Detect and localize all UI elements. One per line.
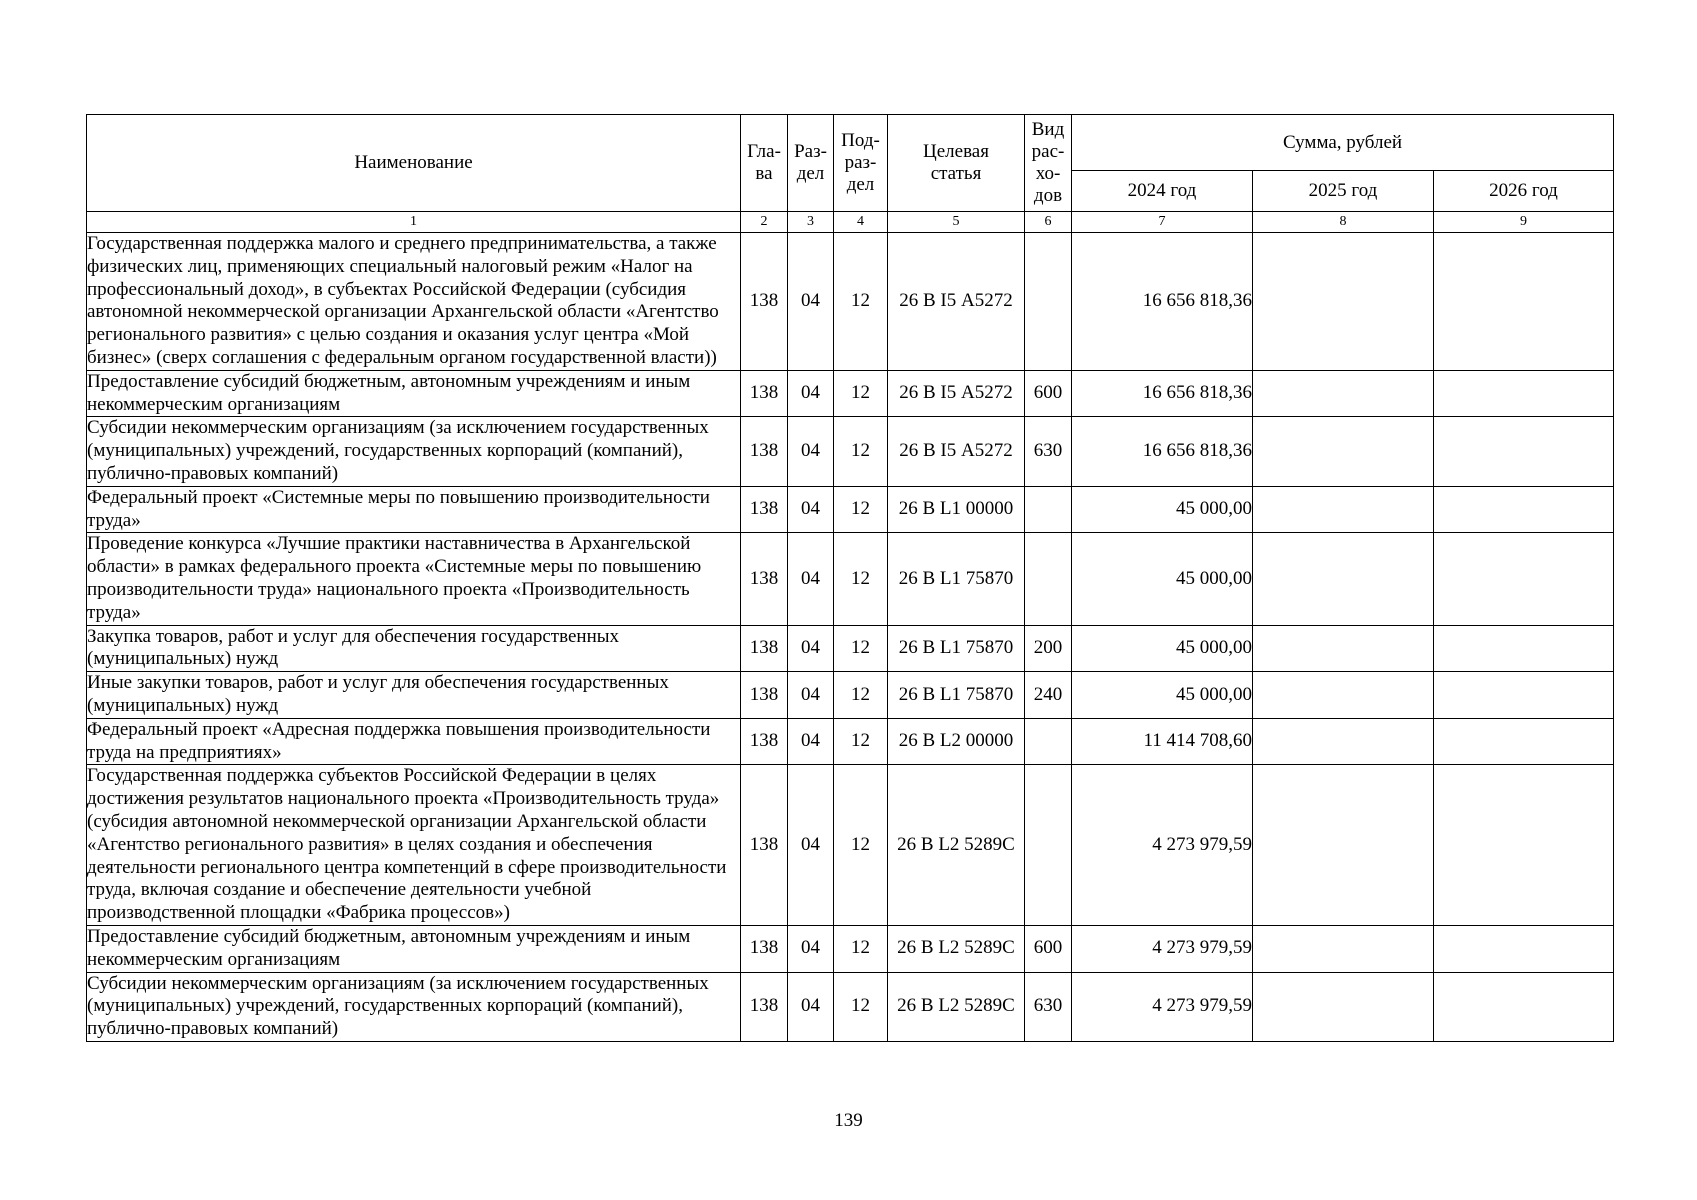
row-sum-2024: 45 000,00 <box>1072 625 1253 672</box>
row-section: 04 <box>788 765 834 926</box>
row-target-article: 26 В L1 75870 <box>888 533 1025 625</box>
row-sum-2026 <box>1434 625 1614 672</box>
row-target-article: 26 В L1 75870 <box>888 672 1025 719</box>
row-sum-2025 <box>1253 718 1434 765</box>
row-sum-2025 <box>1253 765 1434 926</box>
row-sum-2026 <box>1434 972 1614 1041</box>
row-expense-type <box>1025 486 1072 533</box>
row-sum-2026 <box>1434 925 1614 972</box>
row-sum-2024: 16 656 818,36 <box>1072 370 1253 417</box>
row-expense-type: 630 <box>1025 972 1072 1041</box>
row-expense-type: 240 <box>1025 672 1072 719</box>
row-subsection: 12 <box>834 486 888 533</box>
row-name: Предоставление субсидий бюджетным, автономным учреждениям и иным некоммерческим организациям <box>87 370 741 417</box>
row-target-article: 26 В L2 5289С <box>888 765 1025 926</box>
row-subsection: 12 <box>834 672 888 719</box>
column-number: 1 <box>87 212 741 233</box>
table-row <box>87 765 1614 926</box>
row-target-article: 26 В L2 5289С <box>888 925 1025 972</box>
header-sum: Сумма, рублей <box>1072 115 1614 171</box>
column-number: 6 <box>1025 212 1072 233</box>
row-sum-2025 <box>1253 925 1434 972</box>
row-section: 04 <box>788 233 834 371</box>
row-expense-type <box>1025 765 1072 926</box>
row-sum-2024: 4 273 979,59 <box>1072 925 1253 972</box>
row-sum-2024: 16 656 818,36 <box>1072 233 1253 371</box>
row-section: 04 <box>788 672 834 719</box>
column-number: 2 <box>741 212 788 233</box>
column-number: 9 <box>1434 212 1614 233</box>
row-chapter: 138 <box>741 233 788 371</box>
header-target-article: Целевая статья <box>888 115 1025 212</box>
row-name: Государственная поддержка субъектов Российской Федерации в целях достижения результатов национального проекта «Производительность труда» (субсидия автономной некоммерческой организации Архангельской области «Агентство регионального развития» в целях создания и обеспечения деятельности регионального центра компетенций в сфере производительности труда, включая создание и обеспечение деятельности учебной производственной площадки «Фабрика процессов») <box>87 765 741 926</box>
row-name: Предоставление субсидий бюджетным, автономным учреждениям и иным некоммерческим организациям <box>87 925 741 972</box>
header-name: Наименование <box>87 115 741 212</box>
row-chapter: 138 <box>741 718 788 765</box>
row-expense-type: 630 <box>1025 417 1072 486</box>
row-subsection: 12 <box>834 533 888 625</box>
row-expense-type: 600 <box>1025 370 1072 417</box>
row-expense-type <box>1025 533 1072 625</box>
row-subsection: 12 <box>834 625 888 672</box>
header-row <box>87 115 1614 171</box>
header-chapter: Гла- ва <box>741 115 788 212</box>
row-target-article: 26 В I5 А5272 <box>888 417 1025 486</box>
row-expense-type: 600 <box>1025 925 1072 972</box>
row-name: Федеральный проект «Адресная поддержка повышения производительности труда на предприятиях» <box>87 718 741 765</box>
page-number: 139 <box>834 1110 863 1131</box>
row-chapter: 138 <box>741 417 788 486</box>
column-number: 5 <box>888 212 1025 233</box>
row-sum-2025 <box>1253 533 1434 625</box>
table-row <box>87 925 1614 972</box>
row-sum-2024: 45 000,00 <box>1072 672 1253 719</box>
row-section: 04 <box>788 972 834 1041</box>
row-sum-2026 <box>1434 718 1614 765</box>
row-subsection: 12 <box>834 925 888 972</box>
row-subsection: 12 <box>834 765 888 926</box>
table-row <box>87 718 1614 765</box>
row-sum-2024: 45 000,00 <box>1072 486 1253 533</box>
row-target-article: 26 В I5 А5272 <box>888 233 1025 371</box>
row-sum-2026 <box>1434 233 1614 371</box>
row-target-article: 26 В L1 00000 <box>888 486 1025 533</box>
row-section: 04 <box>788 625 834 672</box>
row-sum-2025 <box>1253 972 1434 1041</box>
row-name: Субсидии некоммерческим организациям (за исключением государственных (муниципальных) учреждений, государственных корпораций (компаний), публично-правовых компаний) <box>87 972 741 1041</box>
header-year-2026: 2026 год <box>1434 171 1614 212</box>
row-section: 04 <box>788 486 834 533</box>
row-chapter: 138 <box>741 370 788 417</box>
row-sum-2025 <box>1253 417 1434 486</box>
row-section: 04 <box>788 370 834 417</box>
row-name: Иные закупки товаров, работ и услуг для обеспечения государственных (муниципальных) нужд <box>87 672 741 719</box>
row-chapter: 138 <box>741 625 788 672</box>
row-name: Государственная поддержка малого и среднего предпринимательства, а также физических лиц, применяющих специальный налоговый режим «Налог на профессиональный доход», в субъектах Российской Федерации (субсидия автономной некоммерческой организации Архангельской области «Агентство регионального развития» с целью создания и оказания услуг центра «Мой бизнес» (сверх соглашения с федеральным органом государственной власти)) <box>87 233 741 371</box>
row-subsection: 12 <box>834 718 888 765</box>
row-sum-2024: 4 273 979,59 <box>1072 765 1253 926</box>
row-sum-2026 <box>1434 370 1614 417</box>
row-chapter: 138 <box>741 672 788 719</box>
row-section: 04 <box>788 718 834 765</box>
row-subsection: 12 <box>834 233 888 371</box>
row-sum-2025 <box>1253 233 1434 371</box>
header-section: Раз- дел <box>788 115 834 212</box>
row-chapter: 138 <box>741 765 788 926</box>
table-row <box>87 417 1614 486</box>
row-sum-2026 <box>1434 486 1614 533</box>
table-row <box>87 233 1614 371</box>
row-chapter: 138 <box>741 486 788 533</box>
row-sum-2024: 11 414 708,60 <box>1072 718 1253 765</box>
row-chapter: 138 <box>741 925 788 972</box>
row-sum-2024: 16 656 818,36 <box>1072 417 1253 486</box>
header-year-2025: 2025 год <box>1253 171 1434 212</box>
row-target-article: 26 В L2 5289С <box>888 972 1025 1041</box>
row-name: Проведение конкурса «Лучшие практики наставничества в Архангельской области» в рамках федерального проекта «Системные меры по повышению производительности труда» национального проекта «Производительность труда» <box>87 533 741 625</box>
column-number: 3 <box>788 212 834 233</box>
row-sum-2025 <box>1253 625 1434 672</box>
table-row <box>87 672 1614 719</box>
row-sum-2026 <box>1434 765 1614 926</box>
row-sum-2025 <box>1253 672 1434 719</box>
row-expense-type: 200 <box>1025 625 1072 672</box>
row-chapter: 138 <box>741 533 788 625</box>
row-sum-2026 <box>1434 417 1614 486</box>
header-subsection: Под- раз- дел <box>834 115 888 212</box>
column-number: 8 <box>1253 212 1434 233</box>
row-chapter: 138 <box>741 972 788 1041</box>
table-row <box>87 486 1614 533</box>
row-sum-2024: 45 000,00 <box>1072 533 1253 625</box>
row-target-article: 26 В I5 А5272 <box>888 370 1025 417</box>
row-sum-2026 <box>1434 672 1614 719</box>
row-section: 04 <box>788 533 834 625</box>
header-expense-type: Вид рас- хо- дов <box>1025 115 1072 212</box>
header-year-2024: 2024 год <box>1072 171 1253 212</box>
table-row <box>87 625 1614 672</box>
budget-table <box>86 114 1614 1042</box>
table-row <box>87 370 1614 417</box>
row-sum-2024: 4 273 979,59 <box>1072 972 1253 1041</box>
column-number: 4 <box>834 212 888 233</box>
table-row <box>87 533 1614 625</box>
row-expense-type <box>1025 718 1072 765</box>
row-sum-2025 <box>1253 370 1434 417</box>
column-numbers-row <box>87 212 1614 233</box>
row-subsection: 12 <box>834 972 888 1041</box>
row-expense-type <box>1025 233 1072 371</box>
row-name: Субсидии некоммерческим организациям (за исключением государственных (муниципальных) учреждений, государственных корпораций (компаний), публично-правовых компаний) <box>87 417 741 486</box>
row-sum-2026 <box>1434 533 1614 625</box>
row-subsection: 12 <box>834 370 888 417</box>
row-name: Закупка товаров, работ и услуг для обеспечения государственных (муниципальных) нужд <box>87 625 741 672</box>
row-name: Федеральный проект «Системные меры по повышению производительности труда» <box>87 486 741 533</box>
row-sum-2025 <box>1253 486 1434 533</box>
row-target-article: 26 В L2 00000 <box>888 718 1025 765</box>
column-number: 7 <box>1072 212 1253 233</box>
row-section: 04 <box>788 417 834 486</box>
row-section: 04 <box>788 925 834 972</box>
row-subsection: 12 <box>834 417 888 486</box>
row-target-article: 26 В L1 75870 <box>888 625 1025 672</box>
table-row <box>87 972 1614 1041</box>
